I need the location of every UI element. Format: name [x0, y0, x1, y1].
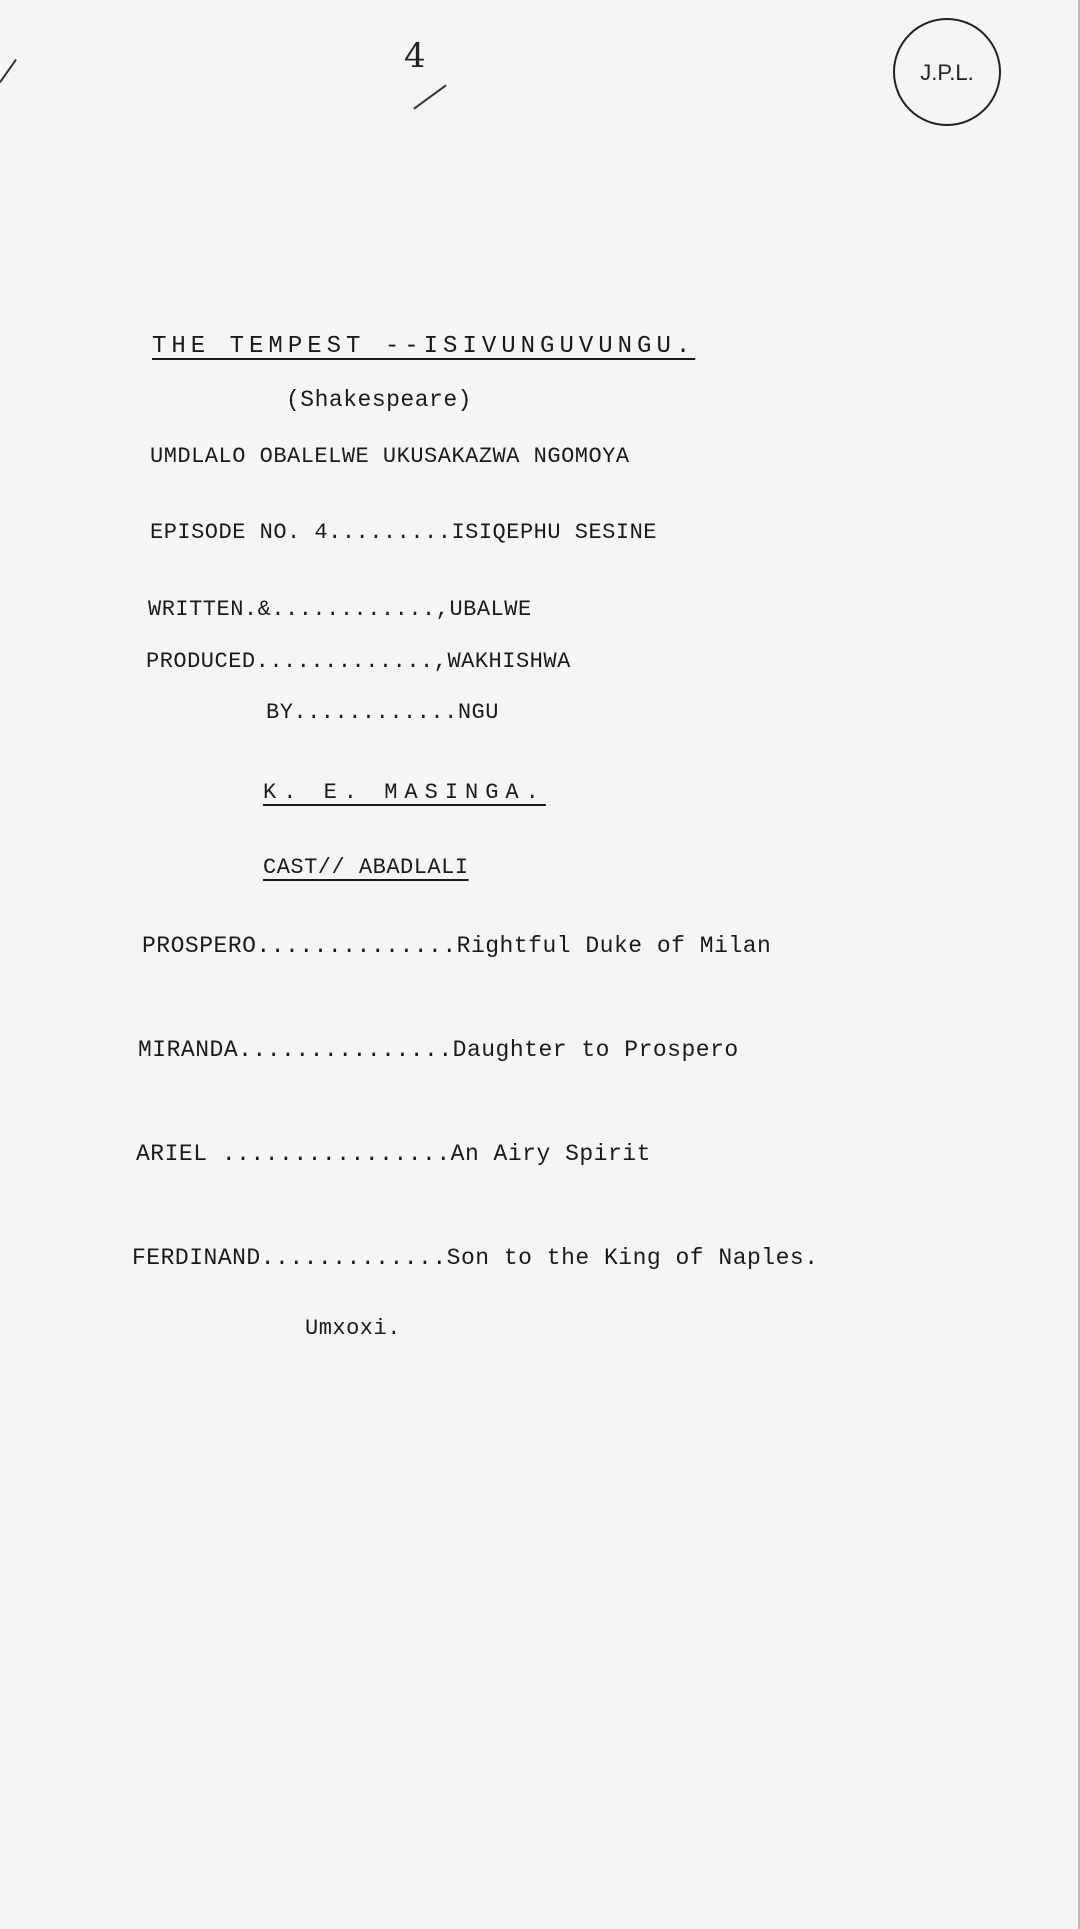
narrator-line: Umxoxi. [305, 1316, 401, 1341]
cast-heading: CAST// ABADLALI [263, 855, 469, 880]
episode-line: EPISODE NO. 4.........ISIQEPHU SESINE [150, 520, 657, 545]
author-line: (Shakespeare) [286, 387, 472, 413]
produced-line: PRODUCED.............,WAKHISHWA [146, 649, 571, 674]
document-title: THE TEMPEST --ISIVUNGUVUNGU. [152, 333, 696, 360]
cast-row-ariel: ARIEL ................An Airy Spirit [136, 1141, 651, 1167]
stamp-text: J.P.L. [920, 60, 974, 85]
cast-row-prospero: PROSPERO..............Rightful Duke of Milan [142, 933, 772, 959]
handwritten-page-number: 4 [404, 36, 426, 76]
subtitle-line: UMDLALO OBALELWE UKUSAKAZWA NGOMOYA [150, 444, 630, 469]
cast-row-ferdinand: FERDINAND.............Son to the King of Naples. [132, 1245, 819, 1271]
written-line: WRITTEN.&............,UBALWE [148, 597, 532, 622]
library-stamp [893, 18, 1001, 126]
corner-pen-mark [0, 59, 17, 83]
writer-name: K. E. MASINGA. [263, 780, 546, 805]
cast-row-miranda: MIRANDA...............Daughter to Prospero [138, 1037, 739, 1063]
by-line: BY............NGU [266, 700, 499, 725]
page-number-tick [413, 84, 447, 109]
